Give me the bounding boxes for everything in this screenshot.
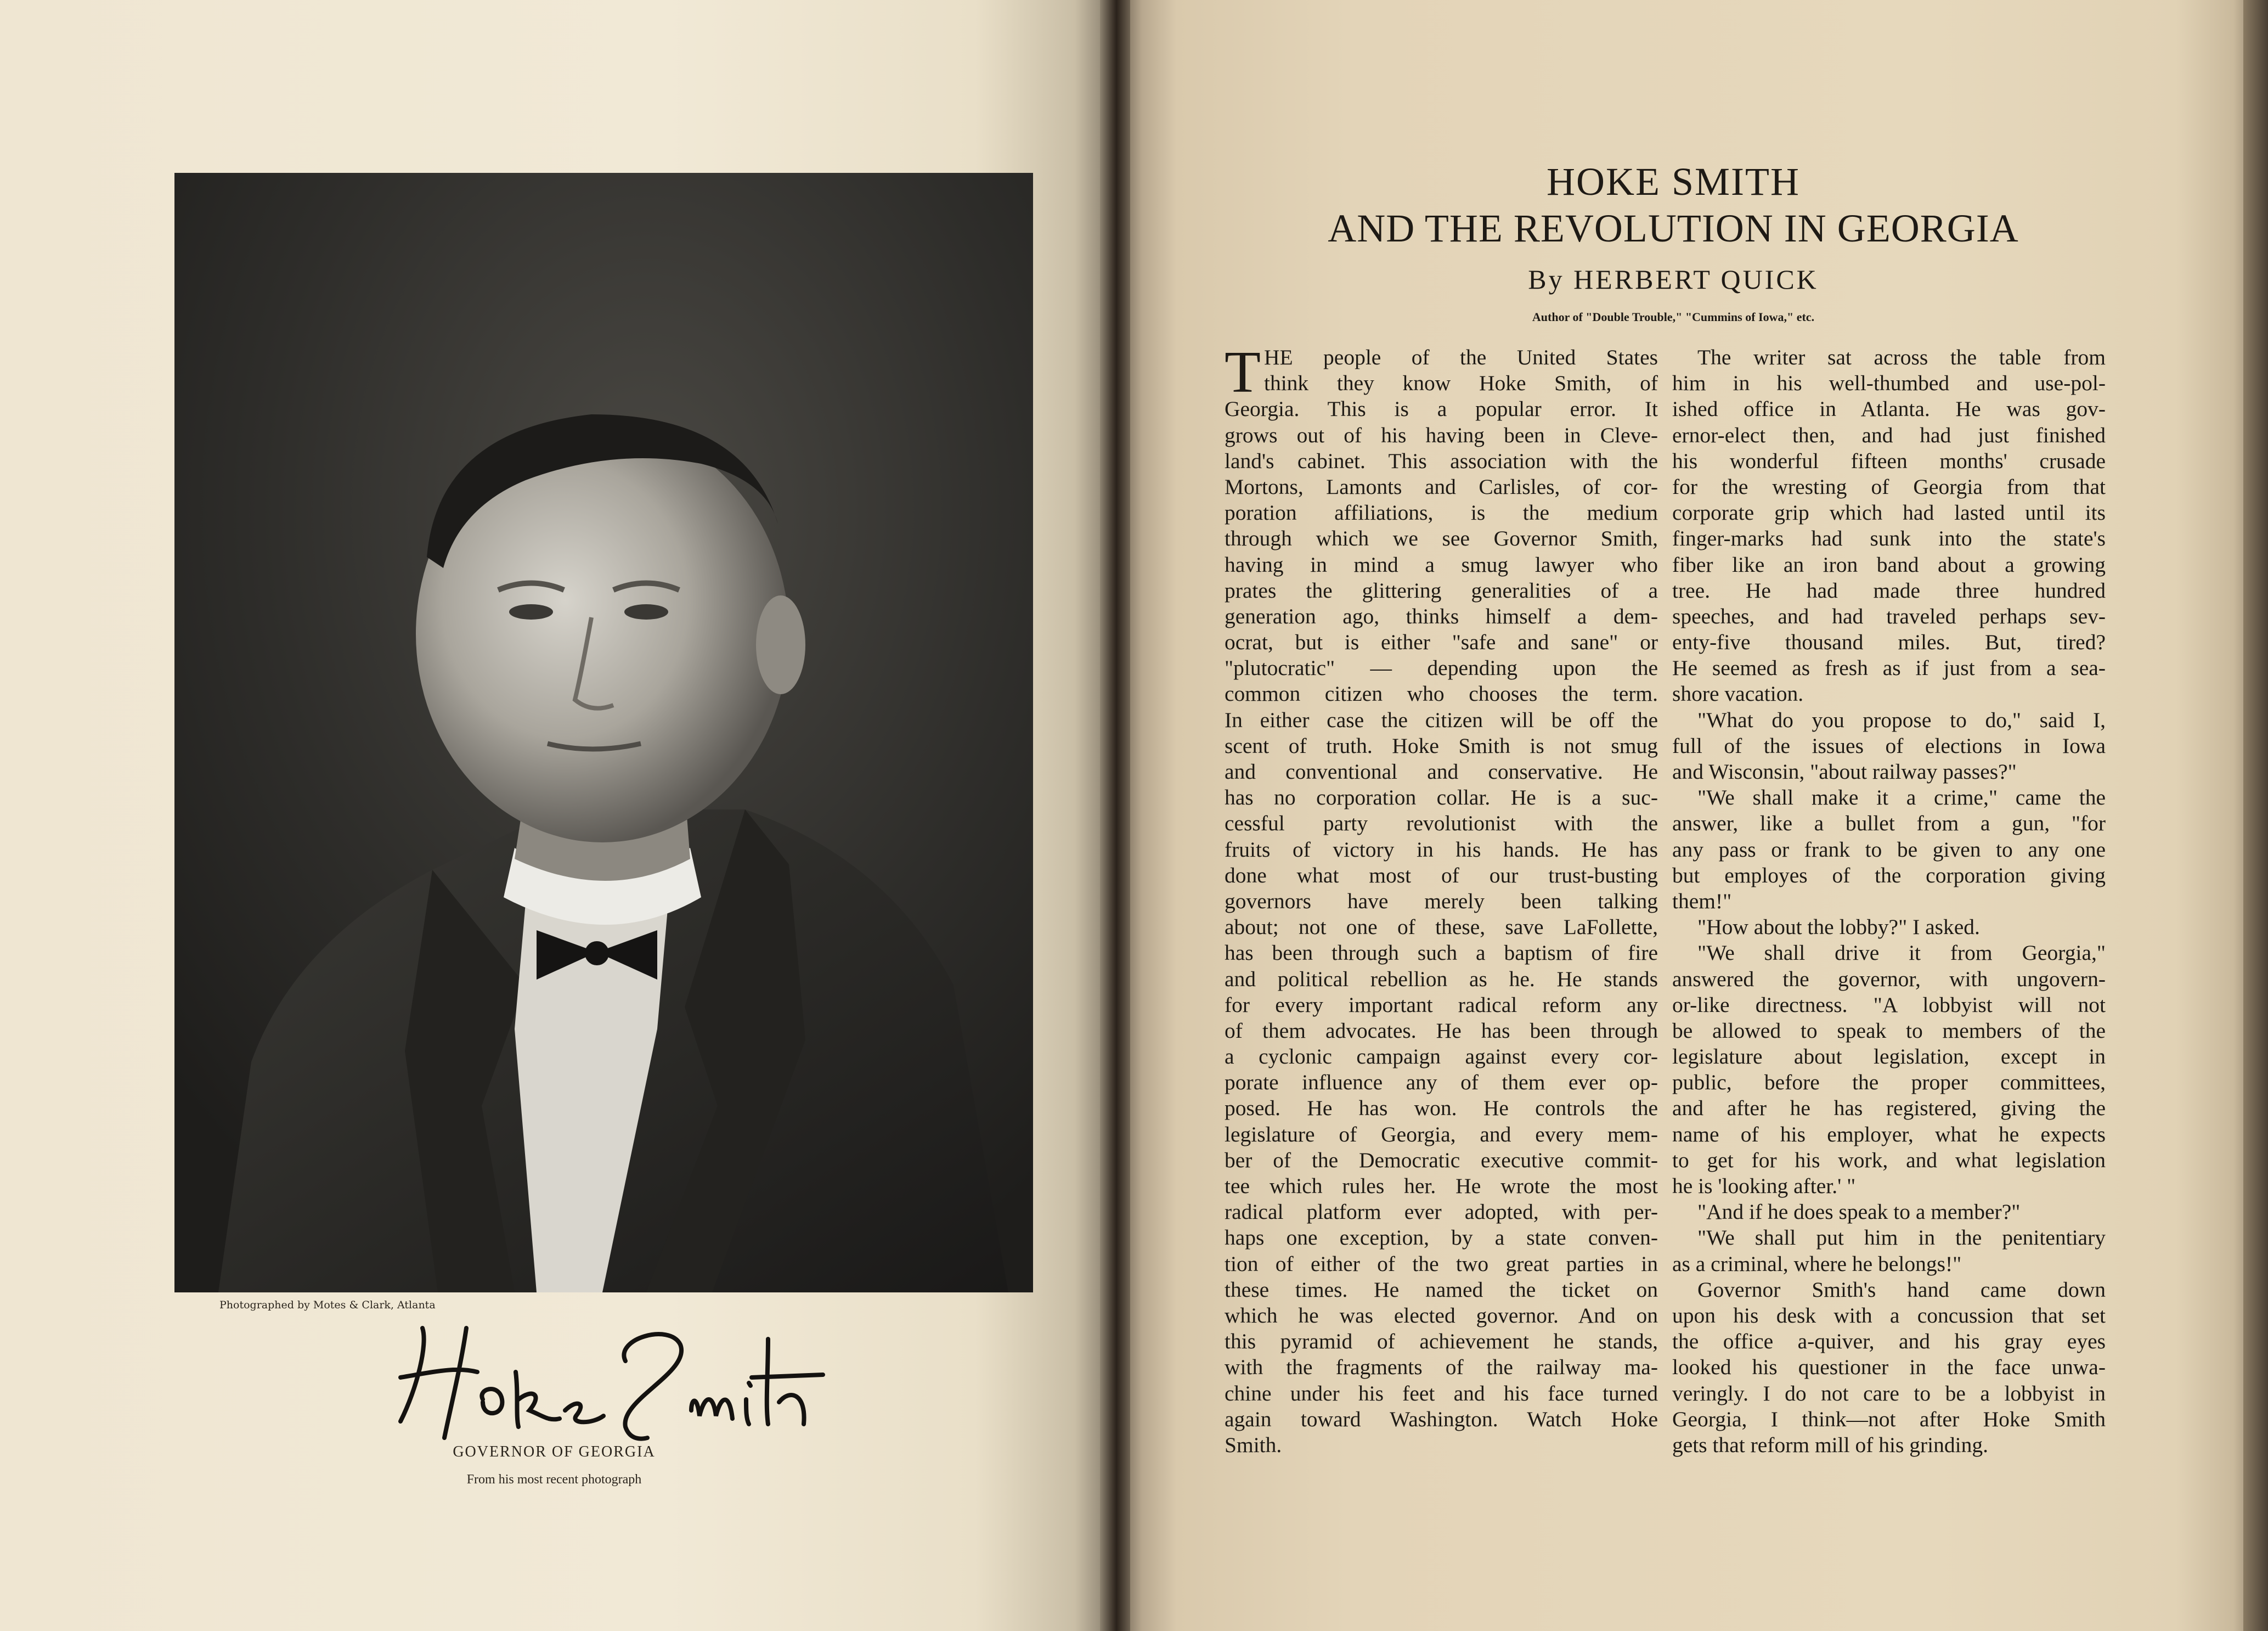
text-line: looked his questioner in the face unwa-: [1672, 1355, 2106, 1380]
text-line: legislature about legislation, except in: [1672, 1044, 2106, 1069]
text-line: ernor-elect then, and had just finished: [1672, 423, 2106, 447]
text-line: Governor Smith's hand came down: [1697, 1277, 2106, 1302]
text-line: "We shall drive it from Georgia,": [1697, 941, 2106, 965]
text-line: done what most of our trust-busting: [1225, 863, 1658, 887]
text-line: ished office in Atlanta. He was gov-: [1672, 397, 2106, 421]
byline-by: By: [1528, 264, 1565, 295]
text-line: land's cabinet. This association with the: [1225, 448, 1658, 473]
text-line: having in mind a smug lawyer who: [1225, 552, 1658, 577]
text-line: his wonderful fifteen months' crusade: [1672, 448, 2106, 473]
text-line: him in his well-thumbed and use-pol-: [1672, 371, 2106, 396]
caption-subtitle: From his most recent photograph: [466, 1472, 642, 1487]
text-line: haps one exception, by a state conven-: [1225, 1225, 1658, 1250]
text-line: speeches, and had traveled perhaps sev-: [1672, 604, 2106, 628]
text-line: these times. He named the ticket on: [1225, 1277, 1658, 1302]
text-line: or-like directness. "A lobbyist will not: [1672, 992, 2106, 1017]
text-line: as a criminal, where he belongs!": [1672, 1251, 1962, 1276]
book-spine: [1100, 0, 1130, 1631]
photo-credit: Photographed by Motes & Clark, Atlanta: [219, 1299, 436, 1311]
text-line: Georgia, I think—not after Hoke Smith: [1672, 1407, 2106, 1431]
text-line: this pyramid of achievement he stands,: [1225, 1329, 1658, 1354]
text-line: them!": [1672, 888, 1732, 913]
text-line: but employes of the corporation giving: [1672, 863, 2106, 887]
text-line: Smith.: [1225, 1432, 1282, 1457]
text-line: gets that reform mill of his grinding.: [1672, 1432, 1988, 1457]
text-line: tree. He had made three hundred: [1672, 578, 2106, 603]
byline-author: HERBERT QUICK: [1573, 264, 1819, 295]
text-line: cessful party revolutionist with the: [1225, 811, 1658, 836]
text-line: to get for his work, and what legislation: [1672, 1148, 2106, 1172]
author-note: Author of "Double Trouble," "Cummins of Iowa," etc.: [1532, 310, 1815, 324]
text-line: prates the glittering generalities of a: [1225, 578, 1658, 603]
text-line: finger-marks had sunk into the state's: [1672, 526, 2106, 551]
text-line: and conventional and conservative. He: [1225, 760, 1658, 784]
text-line: shore vacation.: [1672, 682, 1804, 706]
text-line: through which we see Governor Smith,: [1225, 526, 1658, 551]
text-line: the office a-quiver, and his gray eyes: [1672, 1329, 2106, 1354]
text-line: again toward Washington. Watch Hoke: [1225, 1407, 1658, 1431]
text-line: fruits of victory in his hands. He has: [1225, 837, 1658, 862]
text-line: answered the governor, with ungovern-: [1672, 966, 2106, 991]
text-line: "We shall make it a crime," came the: [1697, 785, 2106, 810]
text-line: corporate grip which had lasted until its: [1672, 500, 2106, 525]
text-line: and after he has registered, giving the: [1672, 1096, 2106, 1121]
text-line: legislature of Georgia, and every mem-: [1225, 1122, 1658, 1146]
text-line: and political rebellion as he. He stands: [1225, 966, 1658, 991]
portrait-photo: [174, 173, 1033, 1292]
text-line: Georgia. This is a popular error. It: [1225, 397, 1658, 421]
text-line: posed. He has won. He controls the: [1225, 1096, 1658, 1121]
text-line: "And if he does speak to a member?": [1697, 1200, 2021, 1224]
text-line: The writer sat across the table from: [1697, 345, 2106, 369]
text-line: any pass or frank to be given to any one: [1672, 837, 2106, 862]
text-line: of them advocates. He has been through: [1225, 1018, 1658, 1043]
text-line: and Wisconsin, "about railway passes?": [1672, 760, 2017, 784]
text-line: governors have merely been talking: [1225, 888, 1658, 913]
drop-cap: T: [1225, 340, 1261, 405]
text-line: "We shall put him in the penitentiary: [1697, 1225, 2106, 1250]
text-line: chine under his feet and his face turned: [1225, 1381, 1658, 1405]
article-title-line2: AND THE REVOLUTION IN GEORGIA: [1328, 206, 2019, 250]
caption-title: GOVERNOR OF GEORGIA: [453, 1443, 656, 1460]
text-line: veringly. I do not care to be a lobbyist in: [1672, 1381, 2106, 1405]
text-line: for every important radical reform any: [1225, 992, 1658, 1017]
text-line: for the wresting of Georgia from that: [1672, 474, 2106, 499]
text-line: Mortons, Lamonts and Carlisles, of cor-: [1225, 474, 1658, 499]
text-line: porate influence any of them ever op-: [1225, 1070, 1658, 1095]
text-line: he is 'looking after.' ": [1672, 1174, 1856, 1198]
text-line: which he was elected governor. And on: [1225, 1303, 1658, 1328]
text-line: upon his desk with a concussion that set: [1672, 1303, 2106, 1328]
signature-image: [384, 1306, 834, 1449]
text-line: name of his employer, what he expects: [1672, 1122, 2106, 1146]
text-line: enty-five thousand miles. But, tired?: [1672, 630, 2106, 655]
text-line: ber of the Democratic executive commit-: [1225, 1148, 1658, 1172]
text-line: scent of truth. Hoke Smith is not smug: [1225, 733, 1658, 758]
article-title-line1: HOKE SMITH: [1547, 160, 1800, 204]
text-line: tee which rules her. He wrote the most: [1225, 1174, 1658, 1198]
text-line: answer, like a bullet from a gun, "for: [1672, 811, 2106, 836]
text-line: "How about the lobby?" I asked.: [1697, 915, 1980, 940]
article-column-left: [1225, 340, 1658, 1458]
byline: [1201, 263, 2145, 295]
text-line: generation ago, thinks himself a dem-: [1225, 604, 1658, 628]
text-line: ocrat, but is either "safe and sane" or: [1225, 630, 1658, 655]
text-line: In either case the citizen will be off the: [1225, 707, 1658, 732]
article-column-right: [1672, 345, 2106, 1458]
text-line: public, before the proper committees,: [1672, 1070, 2106, 1095]
text-line: radical platform ever adopted, with per-: [1225, 1200, 1658, 1224]
text-line: "plutocratic" — depending upon the: [1225, 656, 1658, 680]
text-line: tion of either of the two great parties in: [1225, 1251, 1658, 1276]
text-line: be allowed to speak to members of the: [1672, 1018, 2106, 1043]
text-line: has been through such a baptism of fire: [1225, 941, 1658, 965]
page-edge: [2243, 0, 2268, 1631]
text-line: about; not one of these, save LaFollette,: [1225, 915, 1658, 940]
text-line: He seemed as fresh as if just from a sea-: [1672, 656, 2106, 680]
text-line: has no corporation collar. He is a suc-: [1225, 785, 1658, 810]
text-line: poration affiliations, is the medium: [1225, 500, 1658, 525]
text-line: a cyclonic campaign against every cor-: [1225, 1044, 1658, 1069]
text-line: fiber like an iron band about a growing: [1672, 552, 2106, 577]
text-line: think they know Hoke Smith, of: [1263, 371, 1658, 396]
text-line: "What do you propose to do," said I,: [1697, 707, 2106, 732]
text-line: grows out of his having been in Cleve-: [1225, 423, 1658, 447]
text-line: HE people of the United States: [1263, 345, 1658, 369]
text-line: common citizen who chooses the term.: [1225, 682, 1658, 706]
text-line: full of the issues of elections in Iowa: [1672, 733, 2106, 758]
text-line: with the fragments of the railway ma-: [1225, 1355, 1658, 1380]
